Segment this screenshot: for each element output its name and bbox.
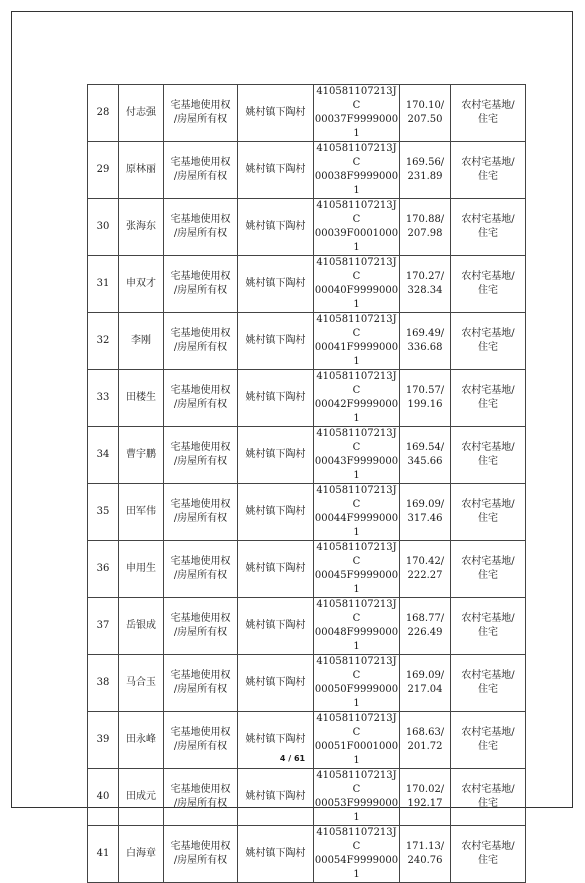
right-type-cell	[164, 769, 238, 826]
location-text: 姚村镇下陶村	[245, 392, 306, 403]
right-type-cell	[164, 655, 238, 712]
right-type-text: /房屋所有权	[173, 741, 228, 752]
row-number-cell	[88, 769, 119, 826]
unit-code-text: 410581107213JC	[316, 428, 397, 453]
right-type-text: 宅基地使用权	[170, 499, 231, 510]
unit-code-text: 00039F00010001	[314, 228, 399, 253]
right-type-text: 宅基地使用权	[170, 328, 231, 339]
usage-text: 农村宅基地/	[461, 328, 515, 339]
unit-code-text: 00050F99990001	[314, 684, 399, 709]
right-type-text: /房屋所有权	[173, 342, 228, 353]
unit-code-cell	[314, 427, 400, 484]
right-type-text: 宅基地使用权	[170, 442, 231, 453]
right-type-text: /房屋所有权	[173, 114, 228, 125]
location-cell	[238, 655, 314, 712]
usage-text: 农村宅基地/	[461, 442, 515, 453]
right-type-text: /房屋所有权	[173, 228, 228, 239]
unit-code-cell	[314, 484, 400, 541]
location-cell	[238, 484, 314, 541]
right-type-cell	[164, 85, 238, 142]
unit-code-text: 410581107213JC	[316, 542, 397, 567]
location-text: 姚村镇下陶村	[245, 335, 306, 346]
usage-cell	[451, 826, 526, 883]
owner-name-text: 田成元	[126, 791, 156, 802]
row-number-text: 28	[96, 107, 110, 118]
owner-name-text: 岳银成	[126, 620, 156, 631]
area-text: 170.57/	[405, 385, 445, 396]
usage-cell	[451, 655, 526, 712]
row-number-cell	[88, 313, 119, 370]
right-type-text: 宅基地使用权	[170, 271, 231, 282]
area-cell	[400, 826, 451, 883]
area-text: 170.88/	[405, 214, 445, 225]
location-text: 姚村镇下陶村	[245, 791, 306, 802]
location-text: 姚村镇下陶村	[245, 278, 306, 289]
usage-cell	[451, 313, 526, 370]
usage-text: 住宅	[478, 171, 498, 182]
page-number: 4 / 61	[279, 754, 306, 763]
row-number-text: 35	[96, 506, 110, 517]
usage-text: 住宅	[478, 456, 498, 467]
area-text: 222.27	[407, 570, 443, 581]
usage-text: 住宅	[478, 855, 498, 866]
row-number-cell	[88, 85, 119, 142]
unit-code-cell	[314, 769, 400, 826]
table-row	[88, 598, 526, 655]
area-text: 201.72	[407, 741, 443, 752]
unit-code-text: 00038F99990001	[314, 171, 399, 196]
area-cell	[400, 598, 451, 655]
unit-code-text: 00054F99990001	[314, 855, 399, 880]
owner-name-cell	[119, 655, 164, 712]
owner-name-text: 申双才	[126, 278, 156, 289]
table-row	[88, 655, 526, 712]
right-type-cell	[164, 142, 238, 199]
right-type-text: /房屋所有权	[173, 285, 228, 296]
usage-text: 住宅	[478, 342, 498, 353]
right-type-cell	[164, 484, 238, 541]
row-number-cell	[88, 655, 119, 712]
location-text: 姚村镇下陶村	[245, 734, 306, 745]
right-type-cell	[164, 199, 238, 256]
table-row	[88, 826, 526, 883]
row-number-text: 41	[96, 848, 110, 859]
area-text: 317.46	[407, 513, 443, 524]
unit-code-text: 00053F99990001	[314, 798, 399, 823]
unit-code-cell	[314, 655, 400, 712]
unit-code-text: 410581107213JC	[316, 656, 397, 681]
usage-text: 住宅	[478, 798, 498, 809]
unit-code-cell	[314, 826, 400, 883]
right-type-text: /房屋所有权	[173, 627, 228, 638]
unit-code-cell	[314, 598, 400, 655]
area-text: 328.34	[407, 285, 443, 296]
usage-text: 农村宅基地/	[461, 727, 515, 738]
row-number-cell	[88, 598, 119, 655]
location-cell	[238, 769, 314, 826]
location-text: 姚村镇下陶村	[245, 221, 306, 232]
unit-code-text: 410581107213JC	[316, 371, 397, 396]
right-type-cell	[164, 370, 238, 427]
usage-text: 住宅	[478, 285, 498, 296]
owner-name-text: 曹宇鹏	[126, 449, 156, 460]
location-cell	[238, 427, 314, 484]
owner-name-cell	[119, 541, 164, 598]
unit-code-text: 00042F99990001	[314, 399, 399, 424]
area-text: 171.13/	[405, 841, 445, 852]
unit-code-text: 00045F99990001	[314, 570, 399, 595]
row-number-cell	[88, 484, 119, 541]
area-cell	[400, 199, 451, 256]
right-type-cell	[164, 826, 238, 883]
right-type-text: 宅基地使用权	[170, 613, 231, 624]
row-number-cell	[88, 370, 119, 427]
right-type-text: /房屋所有权	[173, 456, 228, 467]
right-type-text: /房屋所有权	[173, 570, 228, 581]
usage-text: 住宅	[478, 741, 498, 752]
area-cell	[400, 541, 451, 598]
right-type-cell	[164, 313, 238, 370]
usage-text: 农村宅基地/	[461, 157, 515, 168]
unit-code-text: 410581107213JC	[316, 86, 397, 111]
usage-text: 住宅	[478, 570, 498, 581]
area-text: 169.09/	[405, 499, 445, 510]
usage-text: 农村宅基地/	[461, 613, 515, 624]
unit-code-cell	[314, 370, 400, 427]
usage-text: 农村宅基地/	[461, 670, 515, 681]
right-type-text: /房屋所有权	[173, 798, 228, 809]
owner-name-cell	[119, 370, 164, 427]
area-text: 199.16	[407, 399, 443, 410]
owner-name-cell	[119, 598, 164, 655]
owner-name-cell	[119, 85, 164, 142]
usage-text: 农村宅基地/	[461, 385, 515, 396]
area-cell	[400, 256, 451, 313]
unit-code-text: 410581107213JC	[316, 200, 397, 225]
table-row	[88, 769, 526, 826]
right-type-text: 宅基地使用权	[170, 157, 231, 168]
location-cell	[238, 85, 314, 142]
right-type-text: 宅基地使用权	[170, 727, 231, 738]
table-row	[88, 256, 526, 313]
row-number-text: 31	[96, 278, 110, 289]
unit-code-text: 410581107213JC	[316, 770, 397, 795]
usage-text: 住宅	[478, 399, 498, 410]
right-type-cell	[164, 598, 238, 655]
area-text: 170.02/	[405, 784, 445, 795]
right-type-text: /房屋所有权	[173, 513, 228, 524]
unit-code-cell	[314, 541, 400, 598]
area-text: 345.66	[407, 456, 443, 467]
area-text: 336.68	[407, 342, 443, 353]
usage-text: 农村宅基地/	[461, 214, 515, 225]
owner-name-cell	[119, 313, 164, 370]
usage-cell	[451, 541, 526, 598]
right-type-text: 宅基地使用权	[170, 214, 231, 225]
owner-name-cell	[119, 769, 164, 826]
owner-name-text: 田永峰	[126, 734, 156, 745]
unit-code-cell	[314, 256, 400, 313]
right-type-cell	[164, 541, 238, 598]
location-text: 姚村镇下陶村	[245, 563, 306, 574]
right-type-text: /房屋所有权	[173, 399, 228, 410]
area-cell	[400, 85, 451, 142]
row-number-text: 40	[96, 791, 110, 802]
usage-text: 住宅	[478, 228, 498, 239]
area-text: 169.49/	[405, 328, 445, 339]
table-row	[88, 427, 526, 484]
unit-code-text: 410581107213JC	[316, 599, 397, 624]
location-cell	[238, 598, 314, 655]
location-text: 姚村镇下陶村	[245, 506, 306, 517]
location-cell	[238, 313, 314, 370]
row-number-text: 39	[96, 734, 110, 745]
row-number-text: 29	[96, 164, 110, 175]
unit-code-text: 00043F99990001	[314, 456, 399, 481]
area-text: 207.50	[407, 114, 443, 125]
owner-name-text: 付志强	[126, 107, 156, 118]
usage-text: 农村宅基地/	[461, 784, 515, 795]
location-text: 姚村镇下陶村	[245, 848, 306, 859]
area-text: 169.56/	[405, 157, 445, 168]
owner-name-text: 田军伟	[126, 506, 156, 517]
row-number-cell	[88, 199, 119, 256]
unit-code-text: 00037F99990001	[314, 114, 399, 139]
location-cell	[238, 541, 314, 598]
table-row	[88, 85, 526, 142]
unit-code-text: 410581107213JC	[316, 713, 397, 738]
area-text: 217.04	[407, 684, 443, 695]
table-row	[88, 142, 526, 199]
right-type-text: 宅基地使用权	[170, 670, 231, 681]
right-type-text: 宅基地使用权	[170, 784, 231, 795]
unit-code-cell	[314, 85, 400, 142]
location-cell	[238, 256, 314, 313]
unit-code-text: 00048F99990001	[314, 627, 399, 652]
table-row	[88, 199, 526, 256]
usage-cell	[451, 142, 526, 199]
owner-name-cell	[119, 427, 164, 484]
usage-cell	[451, 427, 526, 484]
row-number-text: 30	[96, 221, 110, 232]
usage-text: 住宅	[478, 513, 498, 524]
owner-name-text: 田楼生	[126, 392, 156, 403]
unit-code-cell	[314, 142, 400, 199]
location-cell	[238, 142, 314, 199]
usage-cell	[451, 484, 526, 541]
table-row	[88, 541, 526, 598]
area-text: 226.49	[407, 627, 443, 638]
unit-code-text: 410581107213JC	[316, 485, 397, 510]
location-text: 姚村镇下陶村	[245, 164, 306, 175]
location-cell	[238, 199, 314, 256]
location-text: 姚村镇下陶村	[245, 620, 306, 631]
area-cell	[400, 769, 451, 826]
row-number-text: 33	[96, 392, 110, 403]
usage-text: 住宅	[478, 684, 498, 695]
usage-cell	[451, 769, 526, 826]
usage-text: 住宅	[478, 627, 498, 638]
row-number-text: 38	[96, 677, 110, 688]
usage-cell	[451, 370, 526, 427]
area-cell	[400, 370, 451, 427]
area-text: 240.76	[407, 855, 443, 866]
owner-name-cell	[119, 142, 164, 199]
row-number-cell	[88, 427, 119, 484]
usage-text: 农村宅基地/	[461, 556, 515, 567]
owner-name-text: 李刚	[131, 335, 151, 346]
row-number-cell	[88, 826, 119, 883]
property-rights-table	[87, 84, 526, 883]
owner-name-cell	[119, 256, 164, 313]
table-row	[88, 484, 526, 541]
row-number-text: 37	[96, 620, 110, 631]
area-text: 192.17	[407, 798, 443, 809]
unit-code-text: 00041F99990001	[314, 342, 399, 367]
area-text: 170.42/	[405, 556, 445, 567]
usage-cell	[451, 256, 526, 313]
area-text: 169.09/	[405, 670, 445, 681]
unit-code-text: 410581107213JC	[316, 827, 397, 852]
row-number-cell	[88, 541, 119, 598]
table-row	[88, 313, 526, 370]
location-cell	[238, 826, 314, 883]
area-text: 168.77/	[405, 613, 445, 624]
unit-code-text: 410581107213JC	[316, 257, 397, 282]
row-number-cell	[88, 142, 119, 199]
right-type-text: /房屋所有权	[173, 171, 228, 182]
area-text: 168.63/	[405, 727, 445, 738]
owner-name-text: 马合玉	[126, 677, 156, 688]
right-type-cell	[164, 427, 238, 484]
usage-text: 农村宅基地/	[461, 499, 515, 510]
right-type-cell	[164, 256, 238, 313]
usage-cell	[451, 598, 526, 655]
usage-text: 农村宅基地/	[461, 100, 515, 111]
area-cell	[400, 313, 451, 370]
owner-name-text: 张海东	[126, 221, 156, 232]
unit-code-text: 00044F99990001	[314, 513, 399, 538]
area-text: 207.98	[407, 228, 443, 239]
row-number-text: 34	[96, 449, 110, 460]
owner-name-text: 白海章	[126, 848, 156, 859]
owner-name-cell	[119, 484, 164, 541]
location-text: 姚村镇下陶村	[245, 449, 306, 460]
unit-code-text: 410581107213JC	[316, 314, 397, 339]
right-type-text: 宅基地使用权	[170, 841, 231, 852]
unit-code-text: 00040F99990001	[314, 285, 399, 310]
unit-code-text: 00051F00010001	[314, 741, 399, 766]
area-text: 231.89	[407, 171, 443, 182]
unit-code-cell	[314, 199, 400, 256]
area-cell	[400, 655, 451, 712]
usage-cell	[451, 85, 526, 142]
row-number-cell	[88, 256, 119, 313]
usage-text: 农村宅基地/	[461, 271, 515, 282]
location-text: 姚村镇下陶村	[245, 677, 306, 688]
owner-name-text: 申用生	[126, 563, 156, 574]
location-text: 姚村镇下陶村	[245, 107, 306, 118]
location-cell	[238, 370, 314, 427]
table-row	[88, 370, 526, 427]
area-text: 170.10/	[405, 100, 445, 111]
area-text: 169.54/	[405, 442, 445, 453]
right-type-text: 宅基地使用权	[170, 556, 231, 567]
usage-text: 农村宅基地/	[461, 841, 515, 852]
row-number-text: 32	[96, 335, 110, 346]
owner-name-text: 原林丽	[126, 164, 156, 175]
area-cell	[400, 484, 451, 541]
right-type-text: /房屋所有权	[173, 855, 228, 866]
unit-code-text: 410581107213JC	[316, 143, 397, 168]
right-type-text: 宅基地使用权	[170, 100, 231, 111]
unit-code-cell	[314, 313, 400, 370]
usage-cell	[451, 199, 526, 256]
area-text: 170.27/	[405, 271, 445, 282]
owner-name-cell	[119, 199, 164, 256]
owner-name-cell	[119, 826, 164, 883]
usage-text: 住宅	[478, 114, 498, 125]
row-number-text: 36	[96, 563, 110, 574]
area-cell	[400, 142, 451, 199]
right-type-text: /房屋所有权	[173, 684, 228, 695]
right-type-text: 宅基地使用权	[170, 385, 231, 396]
area-cell	[400, 427, 451, 484]
